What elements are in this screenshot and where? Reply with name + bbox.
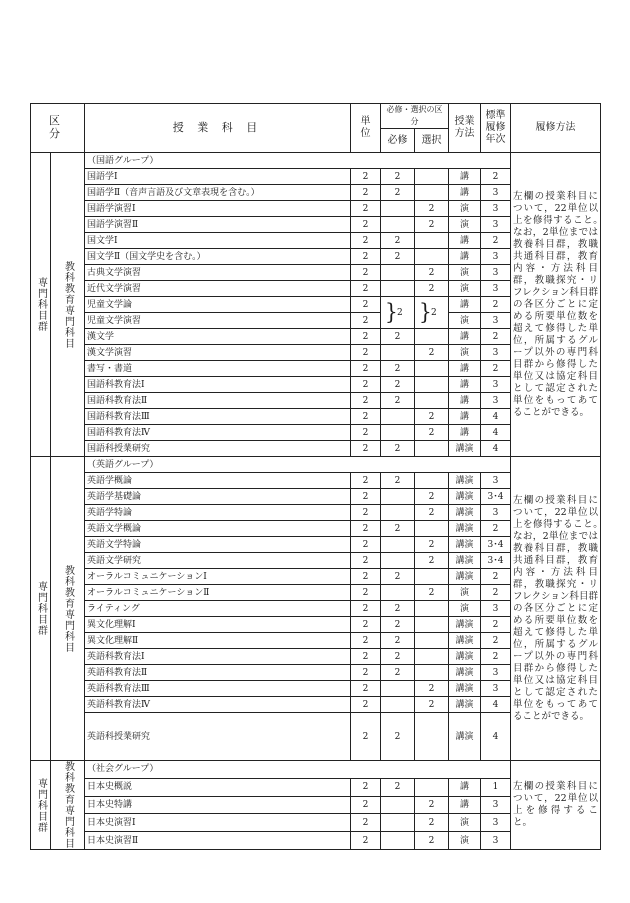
year-cell: 2 xyxy=(481,617,511,633)
year-cell: 4 xyxy=(481,713,511,761)
subject-cell: 児童文学演習 xyxy=(85,313,351,329)
elective-cell: 2 xyxy=(415,796,449,814)
elective-cell xyxy=(415,361,449,377)
method-cell: 演 xyxy=(449,814,481,832)
curriculum-table xyxy=(30,103,608,850)
required-cell: 2 xyxy=(381,185,415,201)
subject-cell: 日本史演習Ⅰ xyxy=(85,814,351,832)
year-cell: 4 xyxy=(481,697,511,713)
year-cell: 3 xyxy=(481,185,511,201)
required-cell xyxy=(381,585,415,601)
year-cell: 3 xyxy=(481,281,511,297)
elective-cell xyxy=(415,233,449,249)
elective-cell xyxy=(415,441,449,457)
method-cell: 講演 xyxy=(449,553,481,569)
credits-cell: 2 xyxy=(351,425,381,441)
subject-cell: 国語学Ⅰ xyxy=(85,169,351,185)
required-cell xyxy=(381,505,415,521)
category-main xyxy=(31,153,51,457)
credits-cell: 2 xyxy=(351,233,381,249)
year-cell: 3 xyxy=(481,345,511,361)
header-subject: 授 業 科 目 xyxy=(85,104,351,153)
subject-cell: 英語文学概論 xyxy=(85,521,351,537)
required-cell xyxy=(381,832,415,850)
credits-cell: 2 xyxy=(351,329,381,345)
credits-cell: 2 xyxy=(351,169,381,185)
year-cell: 4 xyxy=(481,409,511,425)
group-label: （社会グループ） xyxy=(85,761,511,779)
category-main xyxy=(31,457,51,761)
elective-cell xyxy=(415,633,449,649)
method-cell: 演 xyxy=(449,201,481,217)
elective-cell: 2 xyxy=(415,537,449,553)
subject-cell: ライティング xyxy=(85,601,351,617)
credits-cell: 2 xyxy=(351,265,381,281)
elective-cell: 2 xyxy=(415,585,449,601)
method-cell: 講演 xyxy=(449,617,481,633)
category-main-label: 専門科目群 xyxy=(35,777,47,833)
method-cell: 講演 xyxy=(449,697,481,713)
subject-cell: 書写・書道 xyxy=(85,361,351,377)
required-cell: 2 xyxy=(381,249,415,265)
category-sub xyxy=(51,153,85,457)
required-cell xyxy=(381,265,415,281)
required-cell: 2 xyxy=(381,329,415,345)
required-cell: 2 xyxy=(381,473,415,489)
elective-cell: 2 xyxy=(415,265,449,281)
credits-cell: 2 xyxy=(351,778,381,796)
subject-cell: 国語科授業研究 xyxy=(85,441,351,457)
method-cell: 講 xyxy=(449,409,481,425)
group-label: （国語グループ） xyxy=(85,153,511,169)
elective-cell xyxy=(415,601,449,617)
subject-cell: 英語文学研究 xyxy=(85,553,351,569)
elective-cell: 2 xyxy=(415,832,449,850)
curriculum-sheet xyxy=(30,103,608,850)
method-cell: 講演 xyxy=(449,441,481,457)
subject-cell: 近代文学演習 xyxy=(85,281,351,297)
subject-cell: オーラルコミュニケーションⅡ xyxy=(85,585,351,601)
group-label: （英語グループ） xyxy=(85,457,511,473)
elective-cell xyxy=(415,393,449,409)
method-cell: 講 xyxy=(449,377,481,393)
subject-cell: 日本史演習Ⅱ xyxy=(85,832,351,850)
year-cell: 3 xyxy=(481,249,511,265)
credits-cell: 2 xyxy=(351,537,381,553)
credits-cell: 2 xyxy=(351,361,381,377)
elective-cell xyxy=(415,778,449,796)
year-cell: 3･4 xyxy=(481,489,511,505)
credits-cell: 2 xyxy=(351,409,381,425)
credits-cell: 2 xyxy=(351,393,381,409)
credits-cell: 2 xyxy=(351,796,381,814)
required-cell xyxy=(381,409,415,425)
elective-cell: 2 xyxy=(415,217,449,233)
subject-cell: 国文学Ⅰ xyxy=(85,233,351,249)
year-cell: 2 xyxy=(481,633,511,649)
category-sub-label: 教科教育専門科目 xyxy=(62,260,74,349)
group-row xyxy=(31,761,601,779)
credits-cell: 2 xyxy=(351,553,381,569)
year-cell: 3･4 xyxy=(481,537,511,553)
required-cell xyxy=(381,281,415,297)
method-cell: 講 xyxy=(449,329,481,345)
credits-cell: 2 xyxy=(351,617,381,633)
elective-cell: 2 xyxy=(415,425,449,441)
credits-cell: 2 xyxy=(351,521,381,537)
header-req-elec: 必修・選択の区分 xyxy=(381,104,449,129)
method-cell: 講 xyxy=(449,185,481,201)
year-cell: 2 xyxy=(481,521,511,537)
elective-cell: 2 xyxy=(415,505,449,521)
subject-cell: 異文化理解Ⅱ xyxy=(85,633,351,649)
subject-cell: 英語文学特論 xyxy=(85,537,351,553)
method-cell: 演 xyxy=(449,601,481,617)
how-to-note: 左欄の授業科目について，22単位以上を修得すること。 なお，2単位までは教養科目群，教職共通科目群，教育内容・方法科目群，教職探究・リフレクション科目群の各区分ごとに定める所要単位数を超えて修得した単位，所属するグループ以外の専門科目群から修得した単位又は協定科目として認定された単位をもってあてることができる。 xyxy=(511,457,601,761)
how-to-note: 左欄の授業科目について，22単位以上を修得すること。 xyxy=(511,761,601,850)
subject-cell: 日本史特講 xyxy=(85,796,351,814)
subject-cell: 漢文学 xyxy=(85,329,351,345)
brace-mark: } xyxy=(385,298,398,325)
elective-cell xyxy=(415,617,449,633)
required-cell: 2 xyxy=(381,617,415,633)
credits-cell: 2 xyxy=(351,569,381,585)
method-cell: 演 xyxy=(449,265,481,281)
brace-mark: } xyxy=(419,298,432,325)
elective-cell xyxy=(415,713,449,761)
year-cell: 2 xyxy=(481,233,511,249)
method-cell: 講演 xyxy=(449,665,481,681)
required-cell: 2 xyxy=(381,393,415,409)
required-cell: 2 xyxy=(381,521,415,537)
credits-cell: 2 xyxy=(351,489,381,505)
category-sub-label: 教科教育専門科目 xyxy=(62,564,74,653)
year-cell: 3 xyxy=(481,377,511,393)
required-cell xyxy=(381,537,415,553)
required-cell: 2 xyxy=(381,169,415,185)
required-cell xyxy=(381,297,415,329)
method-cell: 講演 xyxy=(449,521,481,537)
elective-cell: 2 xyxy=(415,489,449,505)
method-cell: 講演 xyxy=(449,649,481,665)
elective-cell: 2 xyxy=(415,553,449,569)
subject-cell: 国文学Ⅱ（国文学史を含む。） xyxy=(85,249,351,265)
header-standard-year: 標準履修年次 xyxy=(481,104,511,153)
year-cell: 2 xyxy=(481,569,511,585)
method-cell: 講演 xyxy=(449,569,481,585)
elective-cell xyxy=(415,569,449,585)
category-main-label: 専門科目群 xyxy=(35,581,47,636)
year-cell: 2 xyxy=(481,169,511,185)
elective-cell xyxy=(415,521,449,537)
required-cell: 2 xyxy=(381,569,415,585)
credits-cell: 2 xyxy=(351,814,381,832)
year-cell: 2 xyxy=(481,649,511,665)
method-cell: 講演 xyxy=(449,681,481,697)
method-cell: 講 xyxy=(449,169,481,185)
year-cell: 3 xyxy=(481,814,511,832)
method-cell: 講 xyxy=(449,233,481,249)
category-main-label: 専門科目群 xyxy=(35,277,47,332)
required-value: 2 xyxy=(397,307,403,318)
credits-cell: 2 xyxy=(351,313,381,329)
method-cell: 演 xyxy=(449,832,481,850)
year-cell: 4 xyxy=(481,425,511,441)
method-cell: 講演 xyxy=(449,489,481,505)
credits-cell: 2 xyxy=(351,377,381,393)
subject-cell: 国語科教育法Ⅳ xyxy=(85,425,351,441)
group-row xyxy=(31,457,601,473)
method-cell: 演 xyxy=(449,281,481,297)
elective-cell: 2 xyxy=(415,281,449,297)
required-cell: 2 xyxy=(381,778,415,796)
credits-cell: 2 xyxy=(351,633,381,649)
subject-cell: 英語科教育法Ⅲ xyxy=(85,681,351,697)
credits-cell: 2 xyxy=(351,473,381,489)
credits-cell: 2 xyxy=(351,505,381,521)
year-cell: 3 xyxy=(481,313,511,329)
year-cell: 3 xyxy=(481,796,511,814)
method-cell: 講演 xyxy=(449,537,481,553)
subject-cell: 国語科教育法Ⅱ xyxy=(85,393,351,409)
credits-cell: 2 xyxy=(351,649,381,665)
credits-cell: 2 xyxy=(351,345,381,361)
required-cell: 2 xyxy=(381,601,415,617)
subject-cell: 英語科授業研究 xyxy=(85,713,351,761)
subject-cell: 英語学特論 xyxy=(85,505,351,521)
required-cell: 2 xyxy=(381,441,415,457)
year-cell: 3 xyxy=(481,201,511,217)
elective-cell xyxy=(415,329,449,345)
method-cell: 講 xyxy=(449,778,481,796)
required-cell: 2 xyxy=(381,665,415,681)
year-cell: 3 xyxy=(481,393,511,409)
year-cell: 2 xyxy=(481,297,511,313)
credits-cell: 2 xyxy=(351,297,381,313)
elective-cell xyxy=(415,297,449,329)
subject-cell: 漢文学演習 xyxy=(85,345,351,361)
required-cell xyxy=(381,796,415,814)
method-cell: 講演 xyxy=(449,473,481,489)
elective-cell xyxy=(415,377,449,393)
required-cell xyxy=(381,681,415,697)
subject-cell: 国語科教育法Ⅰ xyxy=(85,377,351,393)
method-cell: 講 xyxy=(449,796,481,814)
elective-cell xyxy=(415,185,449,201)
year-cell: 3 xyxy=(481,265,511,281)
required-cell xyxy=(381,345,415,361)
elective-cell xyxy=(415,249,449,265)
year-cell: 3 xyxy=(481,681,511,697)
subject-cell: 英語学基礎論 xyxy=(85,489,351,505)
credits-cell: 2 xyxy=(351,681,381,697)
elective-cell xyxy=(415,169,449,185)
credits-cell: 2 xyxy=(351,185,381,201)
year-cell: 3 xyxy=(481,505,511,521)
how-to-note: 左欄の授業科目について，22単位以上を修得すること。 なお，2単位までは教養科目群，教職共通科目群，教育内容・方法科目群，教職探究・リフレクション科目群の各区分ごとに定める所要単位数を超えて修得した単位，所属するグループ以外の専門科目群から修得した単位又は協定科目として認定された単位をもってあてることができる。 xyxy=(511,153,601,457)
required-cell: 2 xyxy=(381,361,415,377)
subject-cell: 国語学演習Ⅱ xyxy=(85,217,351,233)
method-cell: 講 xyxy=(449,361,481,377)
credits-cell: 2 xyxy=(351,585,381,601)
credits-cell: 2 xyxy=(351,601,381,617)
header-required: 必修 xyxy=(381,129,415,153)
subject-cell: オーラルコミュニケーションⅠ xyxy=(85,569,351,585)
category-sub xyxy=(51,457,85,761)
subject-cell: 国語学Ⅱ（音声言語及び文章表現を含む。） xyxy=(85,185,351,201)
required-cell xyxy=(381,489,415,505)
elective-value: 2 xyxy=(431,307,437,318)
method-cell: 講 xyxy=(449,393,481,409)
header-method: 授業方法 xyxy=(449,104,481,153)
required-cell: 2 xyxy=(381,649,415,665)
elective-cell xyxy=(415,649,449,665)
subject-cell: 国語科教育法Ⅲ xyxy=(85,409,351,425)
elective-cell xyxy=(415,473,449,489)
required-cell xyxy=(381,425,415,441)
subject-cell: 英語学概論 xyxy=(85,473,351,489)
year-cell: 3 xyxy=(481,217,511,233)
curriculum-body xyxy=(31,153,608,850)
required-cell xyxy=(381,553,415,569)
year-cell: 3 xyxy=(481,601,511,617)
year-cell: 1 xyxy=(481,778,511,796)
header-credits: 単位 xyxy=(351,104,381,153)
credits-cell: 2 xyxy=(351,697,381,713)
method-cell: 講演 xyxy=(449,505,481,521)
year-cell: 2 xyxy=(481,329,511,345)
credits-cell: 2 xyxy=(351,249,381,265)
credits-cell: 2 xyxy=(351,441,381,457)
elective-cell: 2 xyxy=(415,814,449,832)
elective-cell: 2 xyxy=(415,681,449,697)
header-how-to: 履修方法 xyxy=(511,104,601,153)
elective-cell: 2 xyxy=(415,345,449,361)
credits-cell: 2 xyxy=(351,201,381,217)
subject-cell: 日本史概説 xyxy=(85,778,351,796)
year-cell: 3･4 xyxy=(481,553,511,569)
required-cell: 2 xyxy=(381,377,415,393)
year-cell: 3 xyxy=(481,665,511,681)
year-cell: 2 xyxy=(481,361,511,377)
required-cell xyxy=(381,217,415,233)
category-main xyxy=(31,761,51,850)
method-cell: 講演 xyxy=(449,713,481,761)
required-cell xyxy=(381,201,415,217)
year-cell: 3 xyxy=(481,832,511,850)
method-cell: 講 xyxy=(449,249,481,265)
subject-cell: 異文化理解Ⅰ xyxy=(85,617,351,633)
required-cell: 2 xyxy=(381,233,415,249)
subject-cell: 英語科教育法Ⅱ xyxy=(85,665,351,681)
elective-cell: 2 xyxy=(415,201,449,217)
elective-cell xyxy=(415,665,449,681)
required-cell: 2 xyxy=(381,633,415,649)
method-cell: 演 xyxy=(449,313,481,329)
category-sub xyxy=(51,761,85,850)
year-cell: 3 xyxy=(481,473,511,489)
header-kubun: 区 分 xyxy=(31,104,85,153)
method-cell: 講 xyxy=(449,297,481,313)
elective-cell: 2 xyxy=(415,697,449,713)
credits-cell: 2 xyxy=(351,832,381,850)
subject-cell: 英語科教育法Ⅰ xyxy=(85,649,351,665)
subject-cell: 古典文学演習 xyxy=(85,265,351,281)
required-cell xyxy=(381,697,415,713)
required-cell: 2 xyxy=(381,713,415,761)
method-cell: 演 xyxy=(449,217,481,233)
year-cell: 2 xyxy=(481,585,511,601)
method-cell: 演 xyxy=(449,585,481,601)
required-cell xyxy=(381,814,415,832)
method-cell: 演 xyxy=(449,345,481,361)
credits-cell: 2 xyxy=(351,217,381,233)
year-cell: 4 xyxy=(481,441,511,457)
header-elective: 選択 xyxy=(415,129,449,153)
credits-cell: 2 xyxy=(351,713,381,761)
credits-cell: 2 xyxy=(351,281,381,297)
category-sub-label: 教科教育専門科目 xyxy=(62,761,74,849)
method-cell: 講演 xyxy=(449,633,481,649)
subject-cell: 英語科教育法Ⅳ xyxy=(85,697,351,713)
subject-cell: 児童文学論 xyxy=(85,297,351,313)
elective-cell: 2 xyxy=(415,409,449,425)
subject-cell: 国語学演習Ⅰ xyxy=(85,201,351,217)
credits-cell: 2 xyxy=(351,665,381,681)
group-row xyxy=(31,153,601,169)
method-cell: 講 xyxy=(449,425,481,441)
